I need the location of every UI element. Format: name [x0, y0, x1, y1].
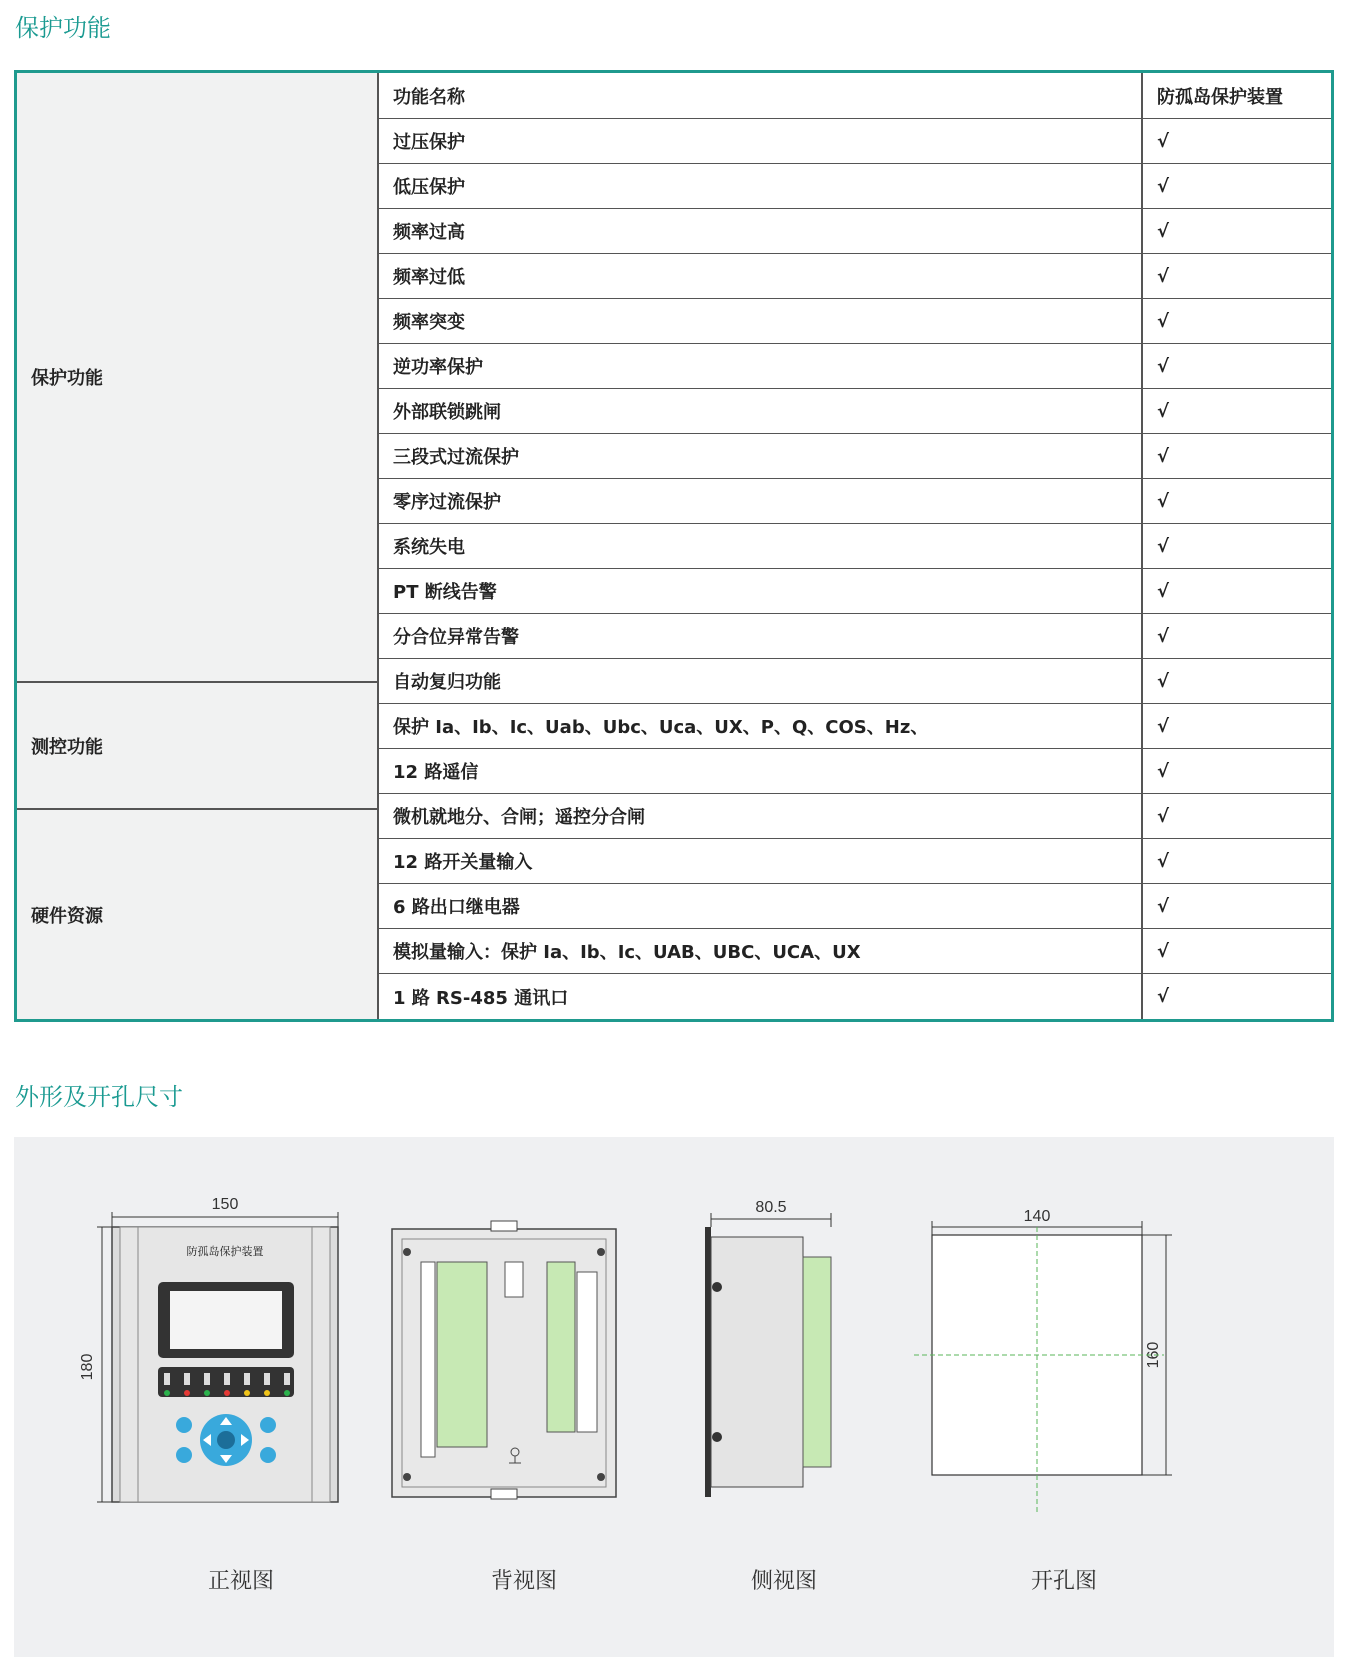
check-mark-cell: √	[1157, 715, 1170, 737]
function-name-cell: 自动复归功能	[379, 659, 1143, 703]
check-mark-cell: √	[1157, 175, 1170, 197]
function-name-cell: 外部联锁跳闸	[379, 389, 1143, 433]
table-row	[379, 884, 1331, 929]
table-row	[379, 479, 1331, 524]
check-mark-cell: √	[1157, 310, 1170, 332]
check-mark-cell: √	[1157, 355, 1170, 377]
side-depth-label: 80.5	[755, 1199, 787, 1216]
check-mark-cell: √	[1157, 760, 1170, 782]
function-table	[14, 70, 1334, 1022]
table-row	[379, 569, 1331, 614]
dimension-drawings-panel	[14, 1137, 1334, 1657]
function-name-cell: 12 路开关量输入	[379, 839, 1143, 883]
table-row	[379, 839, 1331, 884]
table-row	[379, 614, 1331, 659]
table-row	[379, 794, 1331, 839]
function-name-cell: 1 路 RS-485 通讯口	[379, 974, 1143, 1019]
check-mark-cell: √	[1157, 490, 1170, 512]
side-view-drawing	[679, 1197, 879, 1517]
table-header-row	[379, 73, 1331, 119]
table-row	[379, 434, 1331, 479]
check-mark-cell: √	[1157, 445, 1170, 467]
table-row	[379, 389, 1331, 434]
front-view-caption: 正视图	[207, 1569, 274, 1594]
function-name-cell: 模拟量输入：保护 Ia、Ib、Ic、UAB、UBC、UCA、UX	[379, 929, 1143, 973]
table-row	[379, 749, 1331, 794]
table-row	[379, 704, 1331, 749]
table-row	[379, 659, 1331, 704]
function-name-cell: 系统失电	[379, 524, 1143, 568]
group-label: 硬件资源	[31, 905, 103, 927]
check-mark-cell: √	[1157, 580, 1170, 602]
function-name-cell: 12 路遥信	[379, 749, 1143, 793]
check-mark-cell: √	[1157, 805, 1170, 827]
check-mark-cell: √	[1157, 220, 1170, 242]
cutout-height-label: 160	[1145, 1341, 1162, 1369]
check-mark-cell: √	[1157, 670, 1170, 692]
check-mark-cell: √	[1157, 940, 1170, 962]
cutout-view-caption: 开孔图	[1030, 1569, 1097, 1594]
group-cell-measure	[17, 683, 379, 810]
back-view-drawing	[379, 1207, 624, 1507]
group-cell-hardware	[17, 810, 379, 1019]
cutout-width-label: 140	[1023, 1208, 1051, 1225]
front-view-drawing	[79, 1187, 354, 1557]
function-name-cell: 微机就地分、合闸；遥控分合闸	[379, 794, 1143, 838]
function-name-cell: 过压保护	[379, 119, 1143, 163]
function-name-cell: 零序过流保护	[379, 479, 1143, 523]
table-row	[379, 164, 1331, 209]
function-name-cell: 分合位异常告警	[379, 614, 1143, 658]
front-width-label: 150	[211, 1196, 239, 1213]
table-row	[379, 209, 1331, 254]
front-device-label: 防孤岛保护装置	[186, 1245, 264, 1258]
check-mark-cell: √	[1157, 130, 1170, 152]
front-height-label: 180	[79, 1353, 96, 1381]
check-mark-cell: √	[1157, 265, 1170, 287]
table-row	[379, 254, 1331, 299]
function-name-cell: 三段式过流保护	[379, 434, 1143, 478]
function-name-cell: 频率过高	[379, 209, 1143, 253]
table-row	[379, 299, 1331, 344]
header-device: 防孤岛保护装置	[1157, 86, 1283, 108]
check-mark-cell: √	[1157, 986, 1170, 1007]
check-mark-cell: √	[1157, 535, 1170, 557]
header-function-name: 功能名称	[379, 73, 1143, 118]
check-mark-cell: √	[1157, 625, 1170, 647]
check-mark-cell: √	[1157, 850, 1170, 872]
group-label: 测控功能	[31, 736, 103, 758]
check-mark-cell: √	[1157, 895, 1170, 917]
table-row	[379, 344, 1331, 389]
function-name-cell: 6 路出口继电器	[379, 884, 1143, 928]
function-name-cell: 逆功率保护	[379, 344, 1143, 388]
back-view-caption: 背视图	[490, 1569, 557, 1594]
side-view-caption: 侧视图	[750, 1569, 817, 1594]
check-mark-cell: √	[1157, 400, 1170, 422]
table-row	[379, 524, 1331, 569]
function-name-cell: 频率过低	[379, 254, 1143, 298]
table-row	[379, 119, 1331, 164]
section-title-dimensions: 外形及开孔尺寸	[15, 1083, 183, 1111]
function-name-cell: 低压保护	[379, 164, 1143, 208]
function-name-cell: 频率突变	[379, 299, 1143, 343]
cutout-view-drawing	[914, 1197, 1204, 1537]
section-title-protection: 保护功能	[15, 14, 111, 42]
table-row	[379, 974, 1331, 1019]
function-name-cell: 保护 Ia、Ib、Ic、Uab、Ubc、Uca、UX、P、Q、COS、Hz、	[379, 704, 1143, 748]
group-cell-protection	[17, 73, 379, 683]
function-name-cell: PT 断线告警	[379, 569, 1143, 613]
group-label: 保护功能	[31, 368, 103, 389]
table-row	[379, 929, 1331, 974]
